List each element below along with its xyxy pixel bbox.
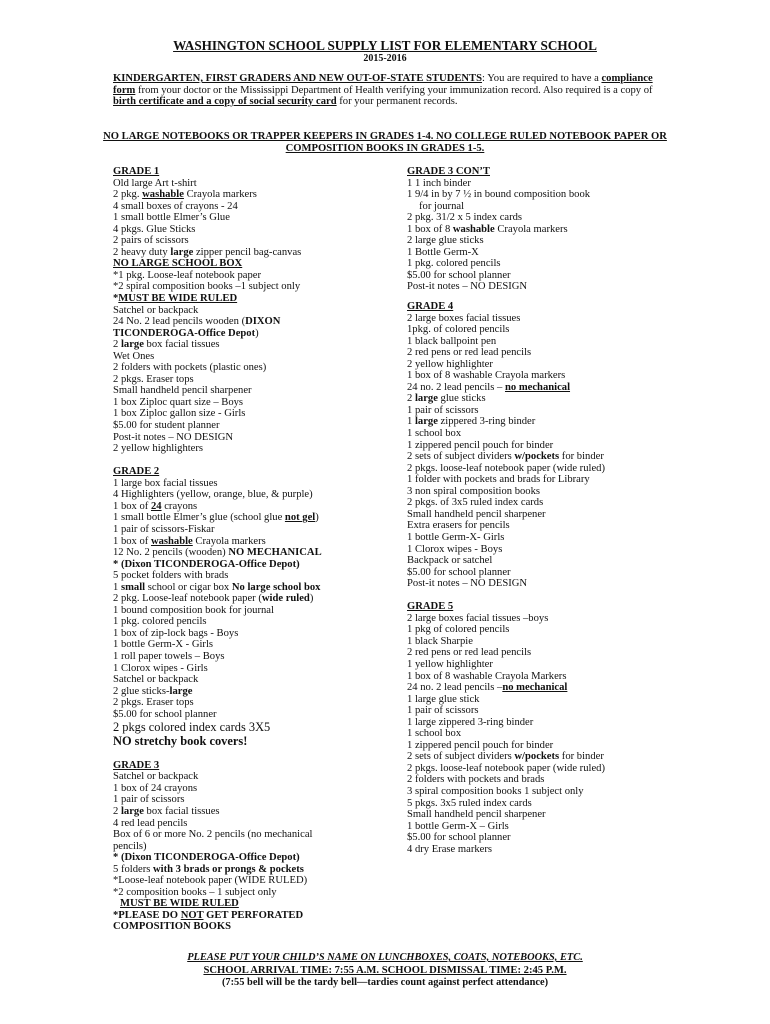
list-item: NO LARGE SCHOOL BOX <box>113 258 243 270</box>
list-item: Post-it notes – NO DESIGN <box>113 431 234 443</box>
list-item: 3 non spiral composition books <box>407 485 541 497</box>
list-item: 1 box Ziploc gallon size - Girls <box>113 408 246 420</box>
list-item: 1pkg. of colored pencils <box>407 324 510 336</box>
list-item: 1 large zippered 3-ring binder <box>407 716 534 728</box>
list-item: 24 no. 2 lead pencils –no mechanical <box>407 682 568 694</box>
right-column <box>407 166 697 855</box>
list-item: Satchel or backpack <box>113 771 199 783</box>
list-item: 1 box of 24 crayons <box>113 782 198 794</box>
list-item: $5.00 for school planner <box>407 269 511 281</box>
list-item: *1 pkg. Loose-leaf notebook paper <box>113 269 261 281</box>
list-item: 2 pkg. washable Crayola markers <box>113 189 257 201</box>
footer-tardy-notice: (7:55 bell will be the tardy bell—tardies count against perfect attendance) <box>221 977 549 988</box>
list-item: 4 pkgs. Glue Sticks <box>113 223 196 235</box>
list-item: 4 dry Erase markers <box>407 843 493 855</box>
list-item: 24 no. 2 lead pencils – no mechanical <box>407 381 571 393</box>
list-item: *2 spiral composition books –1 subject only <box>113 281 301 293</box>
list-item: 2 pairs of scissors <box>113 235 189 247</box>
list-item: 2 large boxes facial tissues –boys <box>407 612 549 624</box>
list-item: Small handheld pencil sharpener <box>407 809 546 821</box>
grade2-heading: GRADE 2 <box>113 466 160 478</box>
list-item: 4 small boxes of crayons - 24 <box>113 200 238 212</box>
list-item: *PLEASE DO NOT GET PERFORATED <box>113 909 304 921</box>
list-item: 1 box of 8 washable Crayola markers <box>407 370 566 382</box>
list-item: 2 pkgs. loose-leaf notebook paper (wide ruled) <box>407 762 605 774</box>
list-item: 1 pkg. colored pencils <box>407 258 501 270</box>
list-item: 2 pkg. Loose-leaf notebook paper (wide ruled) <box>113 593 314 605</box>
list-item: Satchel or backpack <box>113 674 199 686</box>
list-item: 1 large zippered 3-ring binder <box>407 416 536 428</box>
grade1-heading: GRADE 1 <box>113 166 160 177</box>
list-item: 1 large glue stick <box>407 693 480 705</box>
list-item: 1 Clorox wipes - Boys <box>407 543 503 555</box>
list-item: 2 sets of subject dividers w/pockets for binder <box>407 751 604 763</box>
list-item: 1 pair of scissors <box>113 794 185 806</box>
list-item: 1 1 inch binder <box>407 177 471 189</box>
grade4-heading: GRADE 4 <box>407 301 454 313</box>
list-item: 5 pocket folders with brads <box>113 570 229 582</box>
list-item: COMPOSITION BOOKS <box>113 921 232 933</box>
list-item: 1 box of zip-lock bags - Boys <box>113 627 239 639</box>
list-item: MUST BE WIDE RULED <box>120 898 239 910</box>
intro-text-1: : You are required to have a <box>482 73 602 84</box>
list-item: 1 large box facial tissues <box>113 477 218 489</box>
list-item: 2 red pens or red lead pencils <box>407 647 532 659</box>
list-item: 4 Highlighters (yellow, orange, blue, & purple) <box>113 489 313 501</box>
list-item: 1 Bottle Germ-X <box>407 246 479 258</box>
list-item: 2 large box facial tissues <box>113 805 220 817</box>
list-item: 1 box of washable Crayola markers <box>113 535 266 547</box>
list-item: 2 large glue sticks <box>407 235 484 247</box>
list-item: 1 black ballpoint pen <box>407 335 497 347</box>
page-title: WASHINGTON SCHOOL SUPPLY LIST FOR ELEMENTARY SCHOOL <box>173 38 597 53</box>
list-item: 2 pkgs colored index cards 3X5 <box>113 720 271 735</box>
list-item: * (Dixon TICONDEROGA-Office Depot) <box>113 558 300 570</box>
list-item: Old large Art t-shirt <box>113 177 197 189</box>
list-item: for journal <box>419 200 465 212</box>
notebook-warning: NO LARGE NOTEBOOKS OR TRAPPER KEEPERS IN GRADES 1-4. NO COLLEGE RULED NOTEBOOK PAPER OR COMPOSITION BOOKS IN GRADES 1-5. <box>103 131 667 154</box>
list-item: 1 small school or cigar box No large school box <box>113 581 321 593</box>
list-item: 12 No. 2 pencils (wooden) NO MECHANICAL <box>113 547 322 559</box>
list-item: 1 pair of scissors-Fiskar <box>113 523 215 535</box>
list-item: Small handheld pencil sharpener <box>113 385 252 397</box>
list-item: Wet Ones <box>113 350 155 362</box>
list-item: 1 zippered pencil pouch for binder <box>407 739 554 751</box>
list-item: 2 glue sticks-large <box>113 685 193 697</box>
list-item: 1 small bottle Elmer’s Glue <box>113 212 230 224</box>
list-item: TICONDEROGA-Office Depot) <box>113 327 259 339</box>
list-item: 1 box Ziploc quart size – Boys <box>113 396 244 408</box>
list-item: 2 yellow highlighters <box>113 443 204 455</box>
list-item: 2 large boxes facial tissues <box>407 312 521 324</box>
list-item: 24 No. 2 lead pencils wooden (DIXON <box>113 316 281 328</box>
list-item: 1 Clorox wipes - Girls <box>113 662 208 674</box>
list-item: 1 folder with pockets and brads for Library <box>407 474 590 486</box>
list-item: 3 spiral composition books 1 subject only <box>407 785 584 797</box>
list-item: Extra erasers for pencils <box>407 520 510 532</box>
list-item: * (Dixon TICONDEROGA-Office Depot) <box>113 852 300 864</box>
list-item: 2 yellow highlighter <box>407 358 493 370</box>
list-item: 2 pkg. 31/2 x 5 index cards <box>407 212 523 224</box>
list-item: Small handheld pencil sharpener <box>407 508 546 520</box>
list-item: 2 pkgs. of 3x5 ruled index cards <box>407 497 544 509</box>
list-item: $5.00 for student planner <box>113 420 220 432</box>
grade3-heading: GRADE 3 <box>113 759 160 771</box>
list-item: $5.00 for school planner <box>407 566 511 578</box>
list-item: 1 yellow highlighter <box>407 658 493 670</box>
school-year: 2015-2016 <box>363 53 407 64</box>
list-item: 1 box of 8 washable Crayola Markers <box>407 670 567 682</box>
list-item: 2 sets of subject dividers w/pockets for binder <box>407 451 604 463</box>
list-item: 1 bottle Germ-X- Girls <box>407 531 505 543</box>
list-item: *Loose-leaf notebook paper (WIDE RULED) <box>113 875 308 887</box>
list-item: 4 red lead pencils <box>113 817 188 829</box>
left-column <box>113 166 398 933</box>
list-item: 1 box of 24 crayons <box>113 500 198 512</box>
list-item: NO stretchy book covers! <box>113 734 248 749</box>
list-item: $5.00 for school planner <box>407 832 511 844</box>
list-item: 1 9/4 in by 7 ½ in bound composition book <box>407 189 591 201</box>
intro-compliance: compliance form <box>113 73 653 96</box>
list-item: 1 pair of scissors <box>407 404 479 416</box>
list-item: Post-it notes – NO DESIGN <box>407 281 528 293</box>
grade3-cont-heading: GRADE 3 CON’T <box>407 166 490 177</box>
list-item: 2 red pens or red lead pencils <box>407 347 532 359</box>
list-item: 2 folders with pockets and brads <box>407 774 545 786</box>
list-item: Backpack or satchel <box>407 555 493 567</box>
list-item: *2 composition books – 1 subject only <box>113 886 277 898</box>
list-item: 1 small bottle Elmer’s glue (school glue not gel) <box>113 512 319 524</box>
list-item: Satchel or backpack <box>113 304 199 316</box>
list-item: 1 box of 8 washable Crayola markers <box>407 223 568 235</box>
list-item: 1 bottle Germ-X - Girls <box>113 639 214 651</box>
list-item: 2 pkgs. Eraser tops <box>113 697 194 709</box>
list-item: 1 pkg. colored pencils <box>113 616 207 628</box>
list-item: *MUST BE WIDE RULED <box>113 293 238 305</box>
intro-text-3: for your permanent records. <box>336 96 458 108</box>
list-item: $5.00 for school planner <box>113 708 217 720</box>
list-item: 2 heavy duty large zipper pencil bag-canvas <box>113 246 302 258</box>
list-item: 2 folders with pockets (plastic ones) <box>113 362 267 374</box>
list-item: Box of 6 or more No. 2 pencils (no mechanical pencils) <box>113 829 313 852</box>
list-item: 2 pkgs. Eraser tops <box>113 373 194 385</box>
list-item: 1 roll paper towels – Boys <box>113 650 225 662</box>
list-item: 2 pkgs. loose-leaf notebook paper (wide ruled) <box>407 462 605 474</box>
list-item: Post-it notes – NO DESIGN <box>407 578 528 590</box>
list-item: 1 bottle Germ-X – Girls <box>407 820 509 832</box>
intro-paragraph <box>113 73 653 108</box>
list-item: 1 bound composition book for journal <box>113 604 274 616</box>
list-item: 5 pkgs. 3x5 ruled index cards <box>407 797 532 809</box>
list-item: 1 school box <box>407 428 462 440</box>
list-item: 2 large glue sticks <box>407 393 486 405</box>
list-item: 1 pair of scissors <box>407 705 479 717</box>
footer-name-notice: PLEASE PUT YOUR CHILD’S NAME ON LUNCHBOXES, COATS, NOTEBOOKS, ETC. <box>187 952 583 963</box>
list-item: 2 large box facial tissues <box>113 339 220 351</box>
intro-birth: birth certificate and a copy of social security card <box>113 96 337 108</box>
grade5-heading: GRADE 5 <box>407 601 454 613</box>
intro-text-2: from your doctor or the Mississippi Department of Health verifying your immunization record. Also required is a copy of <box>135 84 653 96</box>
list-item: 1 zippered pencil pouch for binder <box>407 439 554 451</box>
footer-school-times: SCHOOL ARRIVAL TIME: 7:55 A.M. SCHOOL DISMISSAL TIME: 2:45 P.M. <box>203 965 567 976</box>
list-item: 1 pkg of colored pencils <box>407 624 510 636</box>
list-item: 5 folders with 3 brads or prongs & pockets <box>113 863 304 875</box>
intro-lead: KINDERGARTEN, FIRST GRADERS AND NEW OUT-OF-STATE STUDENTS <box>113 73 483 84</box>
list-item: 1 school box <box>407 728 462 740</box>
list-item: 1 black Sharpie <box>407 635 473 647</box>
